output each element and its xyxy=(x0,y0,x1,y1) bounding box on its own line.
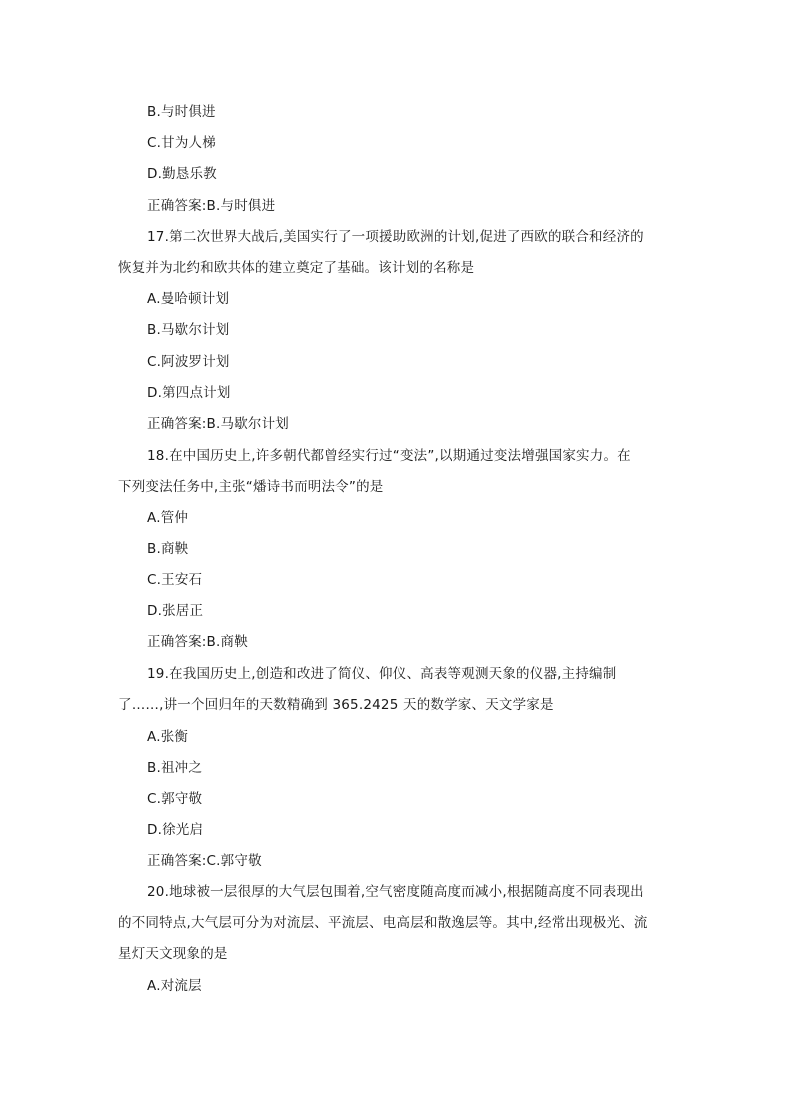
q17-option-b: B.马歇尔计划 xyxy=(147,322,230,338)
q17-stem-line1: 17.第二次世界大战后,美国实行了一项援助欧洲的计划,促进了西欧的联合和经济的 xyxy=(147,229,644,245)
q20-option-a: A.对流层 xyxy=(147,978,202,994)
q16-answer: 正确答案:B.与时俱进 xyxy=(147,198,276,214)
q18-answer: 正确答案:B.商鞅 xyxy=(147,634,248,650)
q20-stem-line2: 的不同特点,大气层可分为对流层、平流层、电高层和散逸层等。其中,经常出现极光、流 xyxy=(118,915,648,931)
q19-stem-line1: 19.在我国历史上,创造和改进了简仪、仰仪、高表等观测天象的仪器,主持编制 xyxy=(147,666,617,682)
q19-stem-line2: 了……,讲一个回归年的天数精确到 365.2425 天的数学家、天文学家是 xyxy=(118,697,554,713)
q18-option-d: D.张居正 xyxy=(147,603,204,619)
q16-option-c: C.甘为人梯 xyxy=(147,135,216,151)
q17-option-c: C.阿波罗计划 xyxy=(147,354,230,370)
q17-stem-line2: 恢复并为北约和欧共体的建立奠定了基础。该计划的名称是 xyxy=(118,260,475,276)
q19-option-c: C.郭守敬 xyxy=(147,791,203,807)
q19-option-b: B.祖冲之 xyxy=(147,760,203,776)
q20-stem-line1: 20.地球被一层很厚的大气层包围着,空气密度随高度而减小,根据随高度不同表现出 xyxy=(147,884,644,900)
q18-option-a: A.管仲 xyxy=(147,510,189,526)
q18-stem-line2: 下列变法任务中,主张“燔诗书而明法令”的是 xyxy=(118,479,384,495)
q18-option-b: B.商鞅 xyxy=(147,541,189,557)
q18-option-c: C.王安石 xyxy=(147,572,203,588)
q16-option-b: B.与时俱进 xyxy=(147,104,216,120)
q18-stem-line1: 18.在中国历史上,许多朝代都曾经实行过“变法”,以期通过变法增强国家实力。在 xyxy=(147,448,631,464)
q19-option-d: D.徐光启 xyxy=(147,822,204,838)
q20-stem-line3: 星灯天文现象的是 xyxy=(118,946,228,962)
q19-option-a: A.张衡 xyxy=(147,729,189,745)
q16-option-d: D.勤恳乐教 xyxy=(147,166,217,182)
q19-answer: 正确答案:C.郭守敬 xyxy=(147,853,262,869)
q17-option-d: D.第四点计划 xyxy=(147,385,231,401)
q17-answer: 正确答案:B.马歇尔计划 xyxy=(147,416,290,432)
q17-option-a: A.曼哈顿计划 xyxy=(147,291,230,307)
